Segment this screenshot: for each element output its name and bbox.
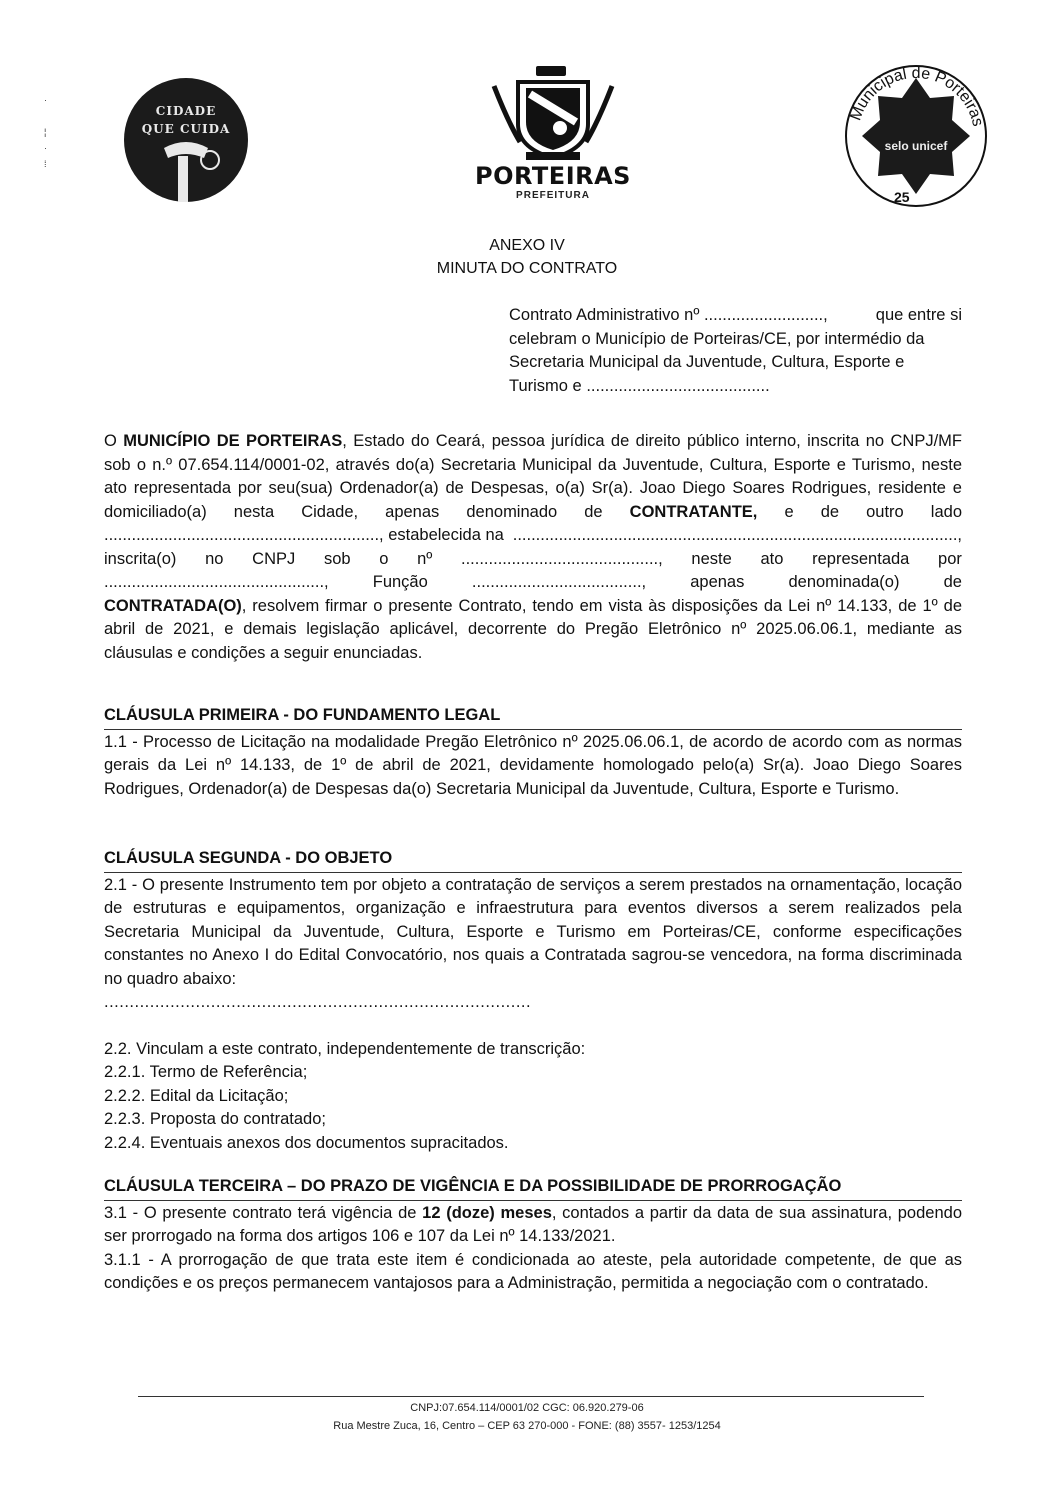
preamble-text-1: , Estado do Ceará, pessoa jurídica de direito público interno, inscrita no CNPJ/MF sob o n.º 07.654.114/0001-02, através do(a) Secretaria Municipal da Juventude, Cultura, Esporte e Turismo, neste ato representada por seu(sua) Ordenador(a) de Despesas, o(a) Sr(a). Joao Diego Soares Rodrigues, residente e xyxy=(104,432,962,497)
clause-2-dots: .................................................................................... xyxy=(104,993,532,1011)
footer-cnpj: CNPJ:07.654.114/0001/02 CGC: 06.920.279-06 xyxy=(410,1402,644,1414)
clause-2-text: 2.1 - O presente Instrumento tem por objeto a contratação de serviços a serem prestados na ornamentação, locação de estruturas e equipamentos, organização e infraestrutura para eventos diversos a serem realizados pela Secretaria Municipal da Juventude, Cultura, Esporte e Turismo em Porteiras/CE, conforme especificações constantes no Anexo I do Edital Convocatório, nos quais a Contratada sagrou-se vencedora, na forma discriminada no quadro abaixo: xyxy=(104,875,962,988)
t: , contados a partir da data de sua assinatura, podendo ser prorrogado na forma dos artigos 106 e 107 da Lei nº 14.133/2021. xyxy=(104,1203,962,1245)
w: outro xyxy=(866,502,904,521)
w: de xyxy=(584,502,603,521)
w: Cidade, xyxy=(301,502,359,521)
preamble xyxy=(104,430,962,665)
w: por xyxy=(938,549,962,568)
contract-intro xyxy=(509,304,962,398)
seal-badge: selo unicef xyxy=(884,139,948,153)
preamble-paragraph-2 xyxy=(104,595,962,666)
footer-divider xyxy=(138,1396,924,1397)
w: domiciliado(a) xyxy=(104,502,207,521)
w: ....................................., xyxy=(471,573,647,591)
intro-line-4: Turismo e ........................................ xyxy=(509,376,770,395)
porteiras-coat-of-arms xyxy=(475,62,631,212)
preamble-row-4 xyxy=(104,501,962,525)
list-item: 2.2.1. Termo de Referência; xyxy=(104,1063,308,1081)
clause-1-text: 1.1 - Processo de Licitação na modalidade Pregão Eletrônico nº 2025.06.06.1, de acordo de acordo com as normas gerais da Lei nº 14.133, de 1º de abril de 2021, devidamente homologado pelo(a) Sr(a). Joao Diego Soares Rodrigues, Ordenador(a) de Despesas da(o) Secretaria Municipal da Juventude, Cultura, Esporte e Turismo. xyxy=(104,732,962,798)
w: inscrita(o) xyxy=(104,549,177,568)
contratante-label: CONTRATANTE, xyxy=(629,502,758,521)
clause-3-text-2: 3.1.1 - A prorrogação de que trata este item é condicionada ao ateste, pela autoridade competente, de que as condições e os preços permanecem vantajosos para a Administração, permitida a negociação com o contratado. xyxy=(104,1250,962,1292)
brand-name: PORTEIRAS xyxy=(475,162,631,190)
w: lado xyxy=(930,502,962,521)
w: o xyxy=(379,549,389,568)
w: nesta xyxy=(233,502,275,521)
preamble-row-7 xyxy=(104,571,962,595)
brand-sub: PREFEITURA xyxy=(516,190,590,201)
t: 3.1 - O presente contrato terá vigência de xyxy=(104,1203,423,1222)
preamble-text-2: , resolvem firmar o presente Contrato, tendo em vista às disposições da Lei nº 14.133, de 1º de abril de 2021, e demais legislação aplicável, decorrente do Pregão Eletrônico nº 2025.06.06.1, mediante as cláusulas e condições a seguir enunciadas. xyxy=(104,596,962,662)
intro-line-3: Secretaria Municipal da Juventude, Cultura, Esporte e xyxy=(509,353,905,371)
w: denominado xyxy=(466,502,558,521)
preamble-row-6 xyxy=(104,548,962,572)
w: denominada(o) xyxy=(788,573,900,591)
seal-graphic xyxy=(836,56,996,212)
w: nº xyxy=(417,549,433,568)
footer-address: Rua Mestre Zuca, 16, Centro – CEP 63 270-000 - FONE: (88) 3557- 1253/1254 xyxy=(333,1420,721,1432)
preamble-prefix: O xyxy=(104,432,124,450)
w: apenas xyxy=(385,502,440,521)
w: sob xyxy=(323,549,351,568)
w: ato xyxy=(760,549,784,568)
clause-3-heading: CLÁUSULA TERCEIRA – DO PRAZO DE VIGÊNCIA E DA POSSIBILIDADE DE PRORROGAÇÃO xyxy=(104,1175,962,1201)
w: ................................................, xyxy=(104,573,329,591)
vigencia-duration: 12 (doze) meses xyxy=(422,1203,552,1222)
w: Função xyxy=(372,573,428,591)
left-logo-text-2: QUE CUIDA xyxy=(141,122,231,136)
w: neste xyxy=(691,549,732,568)
w: CNPJ xyxy=(252,549,296,568)
w: e xyxy=(784,502,794,521)
w: ..........................................., xyxy=(461,549,663,568)
list-item: 2.2.2. Edital da Licitação; xyxy=(104,1086,289,1105)
document-title: MINUTA DO CONTRATO xyxy=(436,260,618,277)
preamble-paragraph-1 xyxy=(104,430,962,501)
clause-2-heading: CLÁUSULA SEGUNDA - DO OBJETO xyxy=(104,847,962,873)
left-logo-graphic xyxy=(124,78,248,202)
scan-marks: · ¦ · ⁞ xyxy=(44,95,47,169)
left-logo-text-1: CIDADE xyxy=(155,104,217,118)
unicef-seal xyxy=(836,56,996,212)
w: de xyxy=(943,573,962,591)
list-item: 2.2. Vinculam a este contrato, independentemente de transcrição: xyxy=(104,1039,586,1058)
annex-title: ANEXO IV xyxy=(489,237,565,254)
list-item: 2.2.4. Eventuais anexos dos documentos supracitados. xyxy=(104,1133,509,1152)
clause-2 xyxy=(104,847,962,1155)
coat-of-arms-icon xyxy=(490,62,616,162)
w: representada xyxy=(812,549,910,568)
w: ............................................................, estabelecida na xyxy=(104,526,504,544)
seal-arc-text: Municipal de Porteiras xyxy=(847,64,987,128)
municipio-name: MUNICÍPIO DE PORTEIRAS xyxy=(123,432,343,450)
clause-3 xyxy=(104,1175,962,1296)
intro-line-2: celebram o Município de Porteiras/CE, por intermédio da xyxy=(509,329,925,348)
clause-1 xyxy=(104,704,962,801)
clause-3-text-1 xyxy=(104,1202,962,1249)
cidade-que-cuida-logo xyxy=(124,78,248,202)
intro-line-1a: Contrato Administrativo nº .........................., xyxy=(509,306,828,324)
clause-1-heading: CLÁUSULA PRIMEIRA - DO FUNDAMENTO LEGAL xyxy=(104,704,962,730)
w: ................................................................................................., xyxy=(512,526,962,544)
list-item: 2.2.3. Proposta do contratado; xyxy=(104,1110,326,1128)
seal-year: 25 xyxy=(894,189,910,205)
contratada-label: CONTRATADA(O) xyxy=(104,596,242,615)
w: apenas xyxy=(690,573,745,591)
w: no xyxy=(205,549,224,568)
intro-line-1b: que entre si xyxy=(875,306,962,324)
preamble-row-5 xyxy=(104,524,962,548)
w: de xyxy=(820,502,840,521)
